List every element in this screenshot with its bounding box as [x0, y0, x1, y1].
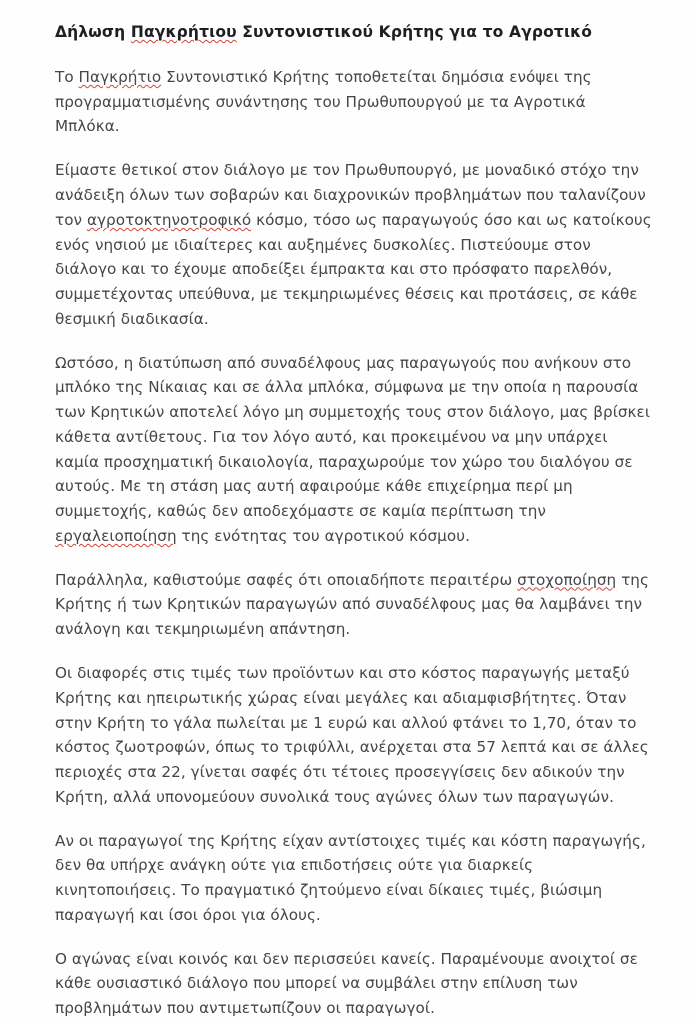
paragraph-5: Οι διαφορές στις τιμές των προϊόντων και στο κόστος παραγωγής μεταξύ Κρήτης και ηπειρωτικής χώρας είναι μεγάλες και αδιαμφισβήτητες. Όταν στην Κρήτη το γάλα πωλείται με 1 ευρώ και αλλού φτάνει το 1,70, όταν το κόστος ζωοτροφών, όπως το τριφύλλι, ανέρχεται στα 57 λεπτά και σε άλλες περιοχές στα 22, γίνεται σαφές ότι τέτοιες προσεγγίσεις δεν αδικούν την Κρήτη, αλλά υπονομεύουν συνολικά τους αγώνες όλων των παραγωγών.: [55, 664, 649, 806]
paragraph-2: Είμαστε θετικοί στον διάλογο με τον Πρωθυπουργό, με μοναδικό στόχο την ανάδειξη όλων των σοβαρών και διαχρονικών προβλημάτων που ταλανίζουν τον αγροτοκτηνοτροφικό κόσμο, τόσο ως παραγωγούς όσο και ως κατοίκους ενός νησιού με ιδιαίτερες και αυξημένες δυσκολίες. Πιστεύουμε στον διάλογο και το έχουμε αποδείξει έμπρακτα και στο πρόσφατο παρελθόν, συμμετέχοντας υπεύθυνα, με τεκμηριωμένες θέσεις και προτάσεις, σε κάθε θεσμική διαδικασία.: [55, 161, 652, 328]
paragraph-3: Ωστόσο, η διατύπωση από συναδέλφους μας παραγωγούς που ανήκουν στο μπλόκο της Νίκαιας και σε άλλα μπλόκα, σύμφωνα με την οποία η παρουσία των Κρητικών αποτελεί λόγο μη συμμετοχής τους στον διάλογο, μας βρίσκει κάθετα αντίθετους. Για τον λόγο αυτό, και προκειμένου να μην υπάρχει καμία προσχηματική δικαιολογία, παραχωρούμε τον χώρο του διαλόγου σε αυτούς. Με τη στάση μας αυτή αφαιρούμε κάθε επιχείρημα περί μη συμμετοχής, καθώς δεν αποδεχόμαστε σε καμία περίπτωση την εργαλειοποίηση της ενότητας του αγροτικού κόσμου.: [55, 353, 651, 545]
spellcheck-error-word: στοχοποίηση: [517, 570, 617, 589]
document-body: [55, 65, 654, 1021]
paragraph-6: Αν οι παραγωγοί της Κρήτης είχαν αντίστοιχες τιμές και κόστη παραγωγής, δεν θα υπήρχε ανάγκη ούτε για επιδοτήσεις ούτε για διαρκείς κινητοποιήσεις. Το πραγματικό ζητούμενο είναι δίκαιες τιμές, βιώσιμη παραγωγή και ίσοι όροι για όλους.: [55, 831, 646, 924]
paragraph-7: Ο αγώνας είναι κοινός και δεν περισσεύει κανείς. Παραμένουμε ανοιχτοί σε κάθε ουσιαστικό διάλογο που μπορεί να συμβάλει στην επίλυση των προβλημάτων που αντιμετωπίζουν οι παραγωγοί.: [55, 949, 638, 1018]
paragraph-4: Παράλληλα, καθιστούμε σαφές ότι οποιαδήποτε περαιτέρω στοχοποίηση της Κρήτης ή των Κρητικών παραγωγών από συναδέλφους μας θα λαμβάνει την ανάλογη και τεκμηριωμένη απάντηση.: [55, 570, 649, 639]
spellcheck-error-word: εργαλειοποίηση: [55, 526, 177, 545]
spellcheck-error-word: αγροτοκτηνοτροφικό: [86, 210, 252, 229]
spellcheck-error-word: Παγκρήτιου: [130, 23, 237, 41]
paragraph-1: Το Παγκρήτιο Συντονιστικό Κρήτης τοποθετείται δημόσια ενόψει της προγραμματισμένης συνάντησης του Πρωθυπουργού με τα Αγροτικά Μπλόκα.: [55, 67, 592, 136]
document-title: Δήλωση Παγκρήτιου Συντονιστικού Κρήτης για το Αγροτικό: [55, 23, 593, 41]
spellcheck-error-word: Παγκρήτιο: [78, 67, 162, 86]
